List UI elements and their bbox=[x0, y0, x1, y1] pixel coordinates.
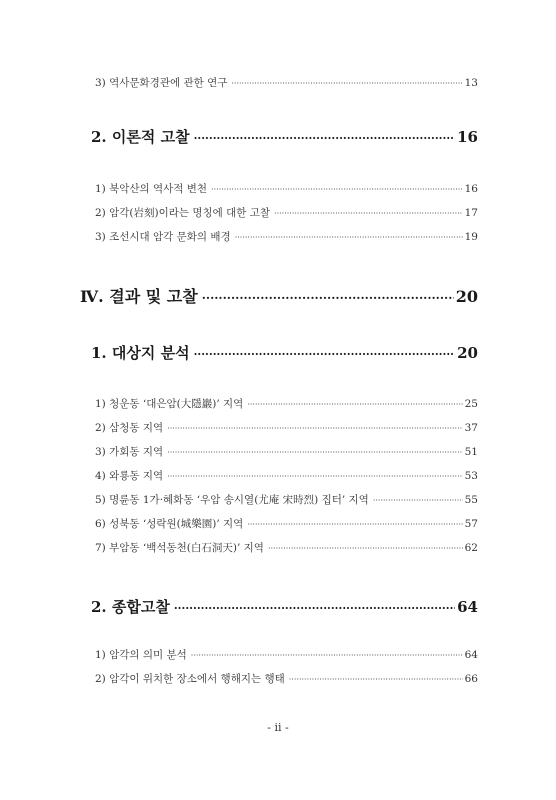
toc-entry-behavior-at-amgak-sites bbox=[95, 671, 478, 686]
toc-entry-samcheong-dong bbox=[95, 420, 478, 435]
toc-section-site-analysis bbox=[91, 342, 478, 363]
toc-entry-seongbuk-dong bbox=[95, 516, 478, 531]
toc-section-comprehensive-review bbox=[91, 596, 478, 617]
dot-leader bbox=[167, 472, 462, 481]
toc-entry-waryong-dong bbox=[95, 468, 478, 483]
toc-entry-label: 1) 북악산의 역사적 변천 bbox=[95, 183, 208, 195]
toc-entry-myeongnyun-dong bbox=[95, 492, 478, 507]
dot-leader bbox=[167, 424, 462, 433]
toc-entry-label: 6) 성북동 ‘성락원(城樂園)’ 지역 bbox=[95, 518, 244, 530]
toc-entry-page: 53 bbox=[464, 470, 478, 482]
toc-entry-buam-dong bbox=[95, 540, 478, 555]
toc-entry-page: 20 bbox=[455, 287, 478, 306]
toc-entry-page: 37 bbox=[464, 422, 478, 434]
toc-entry-page: 66 bbox=[464, 673, 478, 685]
toc-entry-page: 13 bbox=[464, 77, 478, 89]
dot-leader bbox=[167, 448, 462, 457]
dot-leader bbox=[247, 400, 462, 409]
toc-entry-page: 57 bbox=[464, 518, 478, 530]
dot-leader bbox=[247, 520, 462, 529]
toc-entry-label: 3) 역사문화경관에 관한 연구 bbox=[95, 77, 228, 89]
toc-entry-page: 20 bbox=[457, 344, 478, 362]
toc-entry-gahoe-dong bbox=[95, 444, 478, 459]
dot-leader bbox=[289, 675, 463, 684]
toc-entry-3-joseon-amgak-culture bbox=[95, 229, 478, 244]
toc-entry-label: 1) 암각의 의미 분석 bbox=[95, 649, 187, 661]
toc-entry-label: 1. 대상지 분석 bbox=[91, 344, 190, 362]
toc-entry-label: 4) 와룡동 지역 bbox=[95, 470, 164, 482]
dot-leader bbox=[194, 132, 456, 145]
page-number-footer: - ii - bbox=[267, 721, 289, 734]
toc-entry-label: Ⅳ. 결과 및 고찰 bbox=[80, 287, 198, 306]
toc-entry-label: 2) 암각이 위치한 장소에서 행해지는 행태 bbox=[95, 673, 285, 685]
toc-entry-page: 16 bbox=[464, 183, 478, 195]
toc-chapter-results-discussion bbox=[80, 284, 478, 307]
toc-entry-label: 2) 삼청동 지역 bbox=[95, 422, 164, 434]
toc-entry-amgak-meaning-analysis bbox=[95, 647, 478, 662]
toc-entry-3-historic-landscape-research bbox=[95, 75, 478, 90]
toc-entry-label: 3) 조선시대 암각 문화의 배경 bbox=[95, 231, 231, 243]
toc-entry-2-amgak-term bbox=[95, 205, 478, 220]
dot-leader bbox=[235, 233, 463, 242]
toc-entry-label: 2. 종합고찰 bbox=[91, 598, 170, 616]
toc-entry-label: 3) 가회동 지역 bbox=[95, 446, 164, 458]
dot-leader bbox=[231, 79, 462, 88]
toc-entry-label: 5) 명륜동 1가·혜화동 ‘우암 송시열(尤庵 宋時烈) 집터’ 지역 bbox=[95, 494, 369, 506]
toc-entry-page: 17 bbox=[464, 207, 478, 219]
dot-leader bbox=[211, 185, 463, 194]
toc-entry-page: 19 bbox=[464, 231, 478, 243]
toc-entry-label: 2. 이론적 고찰 bbox=[91, 128, 190, 146]
dot-leader bbox=[194, 348, 456, 361]
toc-entry-page: 51 bbox=[464, 446, 478, 458]
dot-leader bbox=[202, 291, 454, 305]
dot-leader bbox=[268, 544, 463, 553]
dot-leader bbox=[174, 602, 455, 615]
toc-entry-page: 62 bbox=[464, 542, 478, 554]
toc-entry-page: 16 bbox=[457, 128, 478, 146]
toc-entry-label: 1) 청운동 ‘대은암(大隱巖)’ 지역 bbox=[95, 398, 244, 410]
toc-entry-page: 55 bbox=[464, 494, 478, 506]
toc-entry-page: 64 bbox=[457, 598, 478, 616]
toc-entry-cheongun-dong bbox=[95, 396, 478, 411]
dot-leader bbox=[191, 651, 463, 660]
toc-entry-label: 7) 부암동 ‘백석동천(白石洞天)’ 지역 bbox=[95, 542, 264, 554]
toc-section-theoretical-review bbox=[91, 126, 478, 147]
dot-leader bbox=[373, 496, 463, 505]
dot-leader bbox=[274, 209, 463, 218]
toc-entry-1-bugaksan-history bbox=[95, 181, 478, 196]
toc-entry-page: 25 bbox=[464, 398, 478, 410]
toc-entry-label: 2) 암각(岩刻)이라는 명칭에 대한 고찰 bbox=[95, 207, 271, 219]
toc-entry-page: 64 bbox=[464, 649, 478, 661]
